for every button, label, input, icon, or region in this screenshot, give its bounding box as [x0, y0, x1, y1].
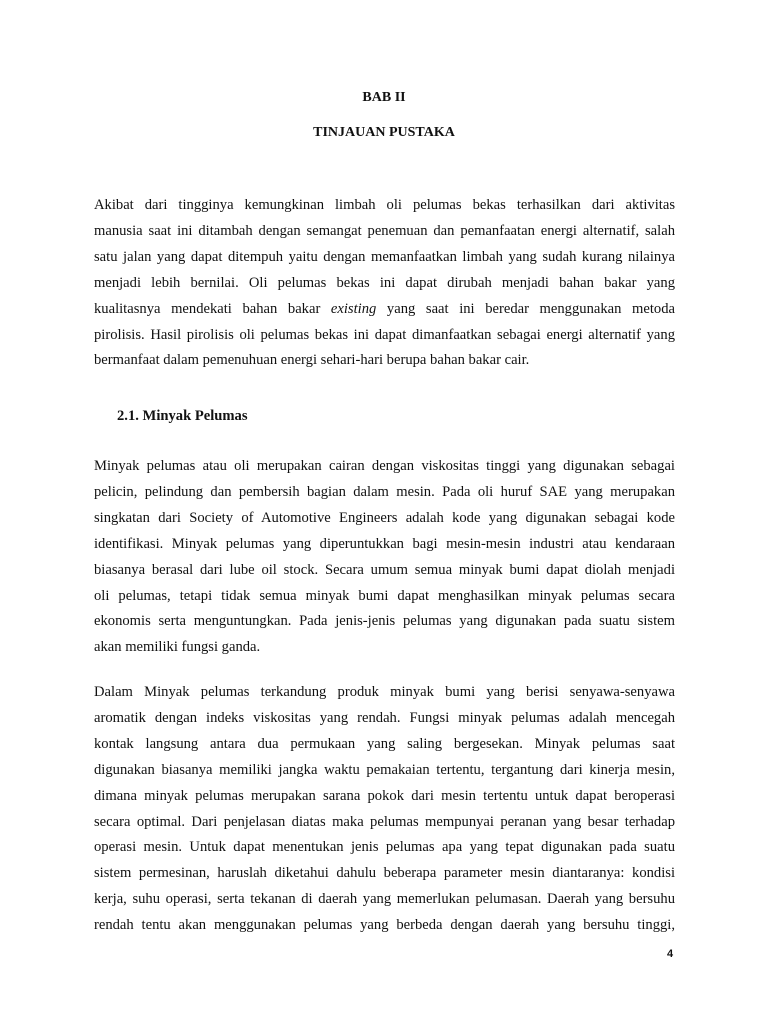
line-text-after: yang saat ini beredar menggunakan metoda: [376, 300, 675, 317]
paragraph-3: [94, 680, 675, 939]
paragraph-line: rendah tentu akan menggunakan pelumas yang berbeda dengan daerah yang bersuhu tinggi,: [94, 917, 675, 934]
paragraph-line: oli pelumas, tetapi tidak semua minyak bumi dapat menghasilkan minyak pelumas secara: [94, 587, 675, 604]
paragraph-line: menjadi lebih bernilai. Oli pelumas bekas ini dapat dirubah menjadi bahan bakar yang: [94, 274, 675, 291]
paragraph-line: biasanya berasal dari lube oil stock. Secara umum semua minyak bumi dapat diolah menjadi: [94, 561, 675, 578]
page-number: 4: [667, 948, 674, 960]
paragraph-line: satu jalan yang dapat ditempuh yaitu dengan memanfaatkan limbah yang sudah kurang nilainya: [94, 248, 675, 265]
paragraph-line: secara optimal. Dari penjelasan diatas maka pelumas mempunyai peranan yang besar terhadap: [94, 813, 675, 830]
italic-term: existing: [330, 300, 377, 317]
paragraph-line: singkatan dari Society of Automotive Engineers adalah kode yang digunakan sebagai kode: [94, 509, 675, 526]
paragraph-line: bermanfaat dalam pemenuhuan energi sehari-hari berupa bahan bakar cair.: [94, 352, 530, 369]
paragraph-line: Akibat dari tingginya kemungkinan limbah oli pelumas bekas terhasilkan dari aktivitas: [94, 197, 675, 213]
chapter-label: BAB II: [362, 90, 406, 105]
paragraph-line: digunakan biasanya memiliki jangka waktu pemakaian tertentu, tergantung dari kinerja mesin,: [94, 761, 675, 778]
paragraph-1: [94, 193, 675, 374]
paragraph-line: kerja, suhu operasi, serta tekanan di daerah yang memerlukan pelumasan. Daerah yang bersuhu: [94, 891, 675, 908]
paragraph-line: aromatik dengan indeks viskositas yang rendah. Fungsi minyak pelumas adalah mencegah: [94, 709, 675, 726]
paragraph-line: manusia saat ini ditambah dengan semangat penemuan dan pemanfaatan energi alternatif, salah: [94, 222, 675, 239]
paragraph-line: pirolisis. Hasil pirolisis oli pelumas bekas ini dapat dimanfaatkan sebagai energi alternatif yang: [94, 326, 675, 343]
paragraph-line: akan memiliki fungsi ganda.: [94, 639, 261, 656]
paragraph-line: kontak langsung antara dua permukaan yang saling bergesekan. Minyak pelumas saat: [94, 735, 675, 752]
paragraph-line: pelicin, pelindung dan pembersih bagian dalam mesin. Pada oli huruf SAE yang merupakan: [94, 483, 675, 500]
paragraph-line: identifikasi. Minyak pelumas yang diperuntukkan bagi mesin-mesin industri atau kendaraan: [94, 535, 675, 552]
chapter-title: TINJAUAN PUSTAKA: [313, 125, 455, 140]
paragraph-2: [94, 454, 675, 661]
paragraph-line: sistem permesinan, haruslah diketahui dahulu beberapa parameter mesin diantaranya: kondisi: [94, 865, 675, 882]
line-text-before: kualitasnya mendekati bahan bakar: [94, 300, 331, 317]
paragraph-line: dimana minyak pelumas merupakan sarana pokok dari mesin tertentu untuk dapat beroperasi: [94, 787, 675, 804]
paragraph-line: Minyak pelumas atau oli merupakan cairan dengan viskositas tinggi yang digunakan sebagai: [94, 458, 675, 474]
section-heading: 2.1. Minyak Pelumas: [117, 408, 248, 424]
paragraph-line: ekonomis serta menguntungkan. Pada jenis-jenis pelumas yang digunakan pada suatu sistem: [94, 613, 675, 630]
paragraph-line: operasi mesin. Untuk dapat menentukan jenis pelumas apa yang tepat digunakan pada suatu: [94, 839, 675, 856]
paragraph-line: Dalam Minyak pelumas terkandung produk minyak bumi yang berisi senyawa-senyawa: [94, 684, 675, 700]
paragraph-line-with-italic: [94, 297, 675, 323]
